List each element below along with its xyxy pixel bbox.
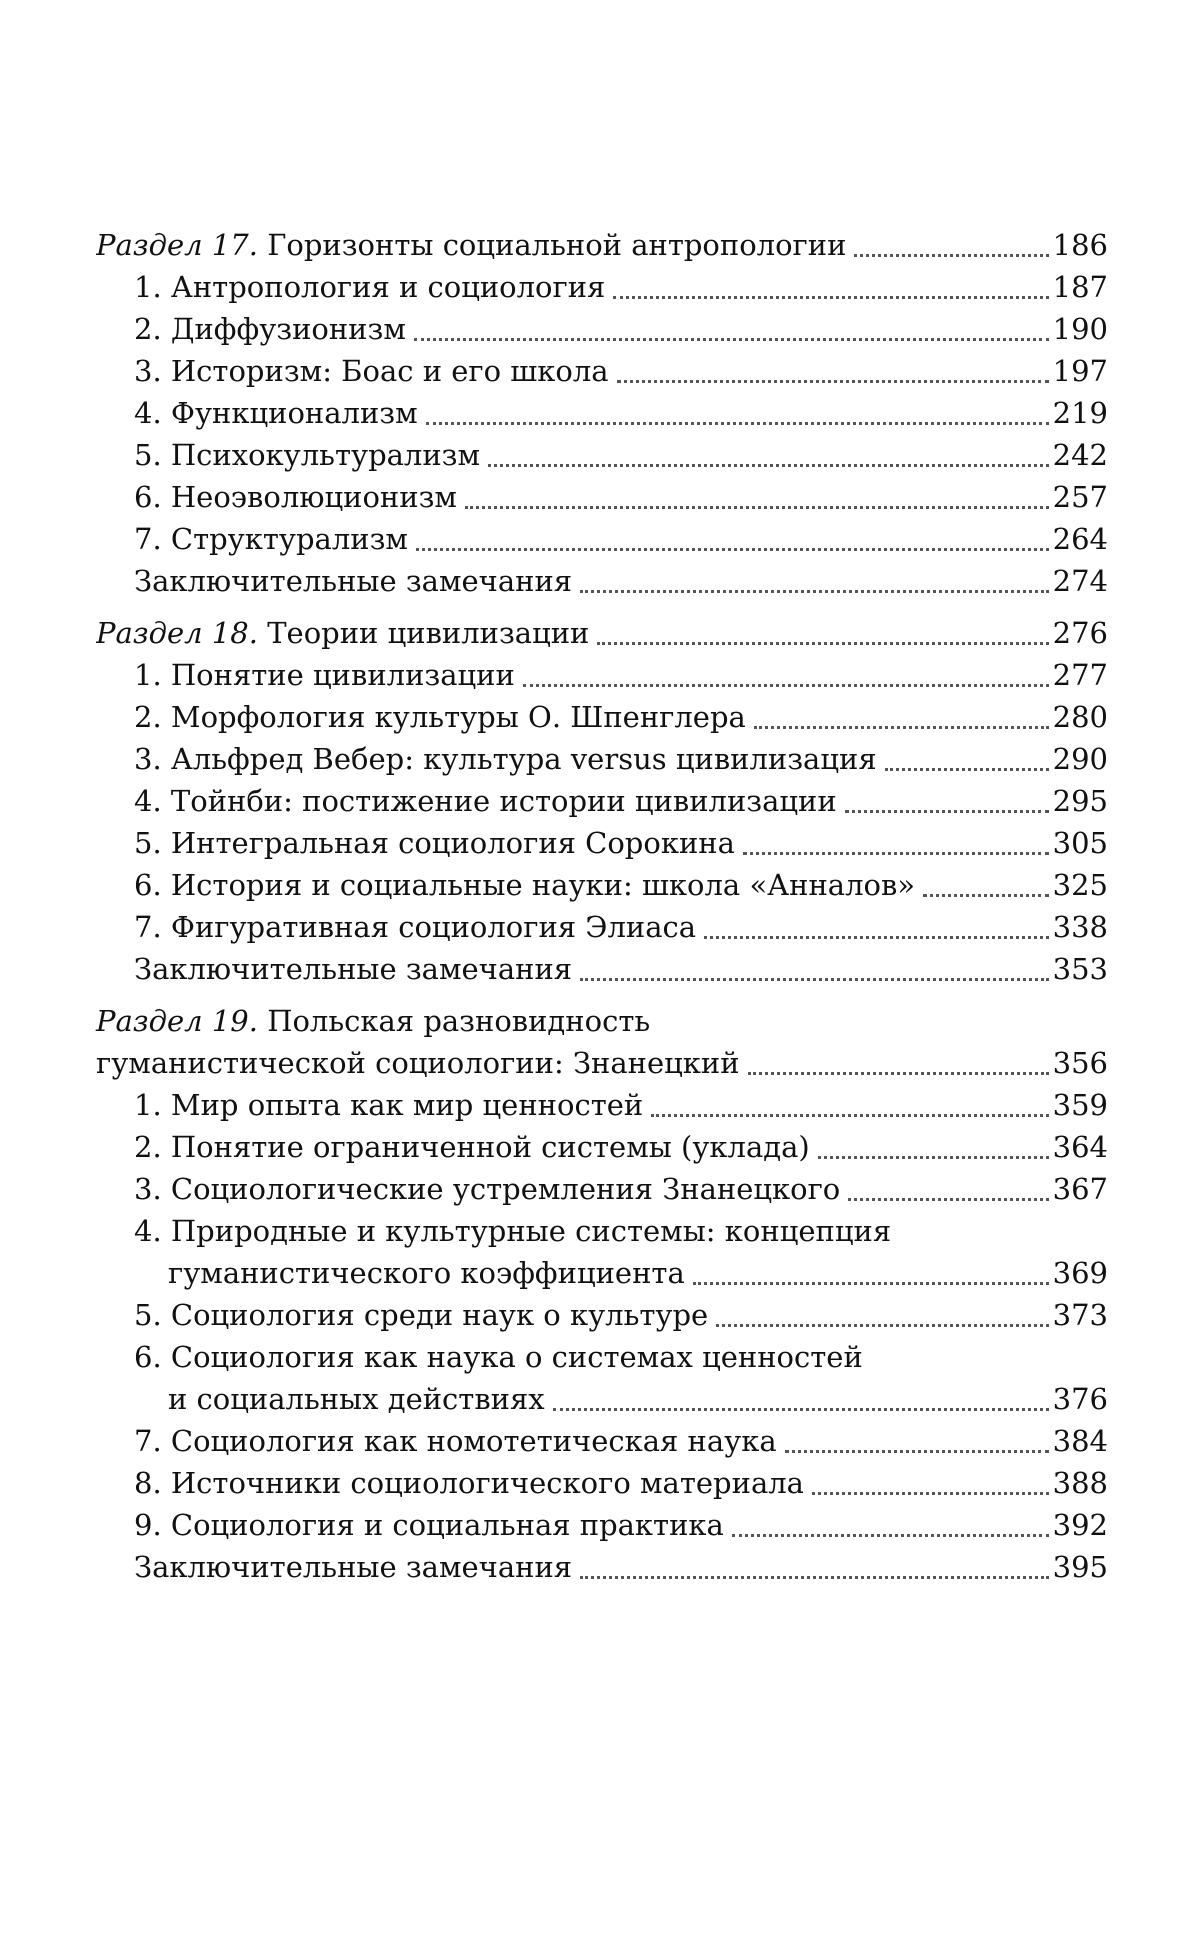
dot-leader (580, 978, 1049, 981)
toc-item-text: 4. Функционализм (134, 396, 418, 430)
section-heading[interactable] (96, 224, 1108, 266)
page-number: 295 (1052, 784, 1108, 818)
section-18 (96, 612, 1108, 990)
page-number: 197 (1052, 354, 1108, 388)
page-number: 305 (1052, 826, 1108, 860)
toc-item[interactable] (96, 738, 1108, 780)
section-title: Теории цивилизации (267, 616, 590, 650)
dot-leader (613, 296, 1048, 299)
toc-item-text: 4. Тойнби: постижение истории цивилизации (134, 784, 837, 818)
dot-leader (465, 506, 1049, 509)
toc-item-text: 2. Диффузионизм (134, 312, 406, 346)
toc-item-text: 3. Альфред Вебер: культура versus цивилизация (134, 742, 877, 776)
dot-leader (580, 1576, 1049, 1579)
toc-item[interactable] (96, 1546, 1108, 1588)
toc-item-line1[interactable] (96, 1336, 1108, 1378)
page-number: 373 (1052, 1298, 1108, 1332)
toc-item[interactable] (96, 1378, 1108, 1420)
page-number: 388 (1052, 1466, 1108, 1500)
toc-item-text: 2. Понятие ограниченной системы (уклада) (134, 1130, 810, 1164)
toc-item[interactable] (96, 948, 1108, 990)
toc-item[interactable] (96, 266, 1108, 308)
toc-item[interactable] (96, 1168, 1108, 1210)
dot-leader (488, 464, 1049, 467)
toc-item[interactable] (96, 780, 1108, 822)
toc-item[interactable] (96, 1504, 1108, 1546)
toc-item[interactable] (96, 518, 1108, 560)
section-heading-line1[interactable] (96, 1000, 1108, 1042)
toc-item[interactable] (96, 434, 1108, 476)
toc-item-text: 1. Мир опыта как мир ценностей (134, 1088, 644, 1122)
section-title-line2: гуманистической социологии: Знанецкий (96, 1046, 740, 1080)
page-number: 364 (1052, 1130, 1108, 1164)
toc-item-text: 4. Природные и культурные системы: концепция (134, 1214, 892, 1248)
toc-item-text: 5. Интегральная социология Сорокина (134, 826, 735, 860)
dot-leader (923, 894, 1049, 897)
page-number: 395 (1052, 1550, 1108, 1584)
section-heading-text (96, 612, 589, 654)
toc-item[interactable] (96, 350, 1108, 392)
page-number: 274 (1052, 564, 1108, 598)
dot-leader (617, 380, 1049, 383)
page-number: 242 (1052, 438, 1108, 472)
section-heading[interactable] (96, 612, 1108, 654)
dot-leader (854, 254, 1048, 257)
dot-leader (651, 1114, 1048, 1117)
toc-item[interactable] (96, 696, 1108, 738)
toc-item-text: 6. Социология как наука о системах ценностей (134, 1340, 863, 1374)
toc-item-text: 3. Социологические устремления Знанецкого (134, 1172, 841, 1206)
dot-leader (732, 1534, 1049, 1537)
section-title-line1: Польская разновидность (267, 1004, 651, 1038)
page-number: 219 (1052, 396, 1108, 430)
dot-leader (812, 1492, 1049, 1495)
page-number: 290 (1052, 742, 1108, 776)
page-number: 376 (1052, 1382, 1108, 1416)
page-number: 384 (1052, 1424, 1108, 1458)
toc-item-line1[interactable] (96, 1210, 1108, 1252)
table-of-contents (96, 224, 1108, 1598)
toc-item[interactable] (96, 1126, 1108, 1168)
dot-leader (693, 1282, 1049, 1285)
page-number: 257 (1052, 480, 1108, 514)
toc-item-text: 5. Социология среди наук о культуре (134, 1298, 709, 1332)
dot-leader (414, 338, 1049, 341)
toc-item-text: 3. Историзм: Боас и его школа (134, 354, 609, 388)
toc-item-text: Заключительные замечания (134, 1550, 573, 1584)
toc-item-text: 6. Неоэволюционизм (134, 480, 457, 514)
dot-leader (818, 1156, 1049, 1159)
toc-item-text: 7. Структурализм (134, 522, 408, 556)
toc-item-text: 2. Морфология культуры О. Шпенглера (134, 700, 746, 734)
toc-item[interactable] (96, 1084, 1108, 1126)
toc-item-text: 1. Понятие цивилизации (134, 658, 515, 692)
dot-leader (748, 1072, 1049, 1075)
toc-item-text: 7. Социология как номотетическая наука (134, 1424, 777, 1458)
dot-leader (885, 768, 1049, 771)
dot-leader (580, 590, 1049, 593)
toc-item[interactable] (96, 1420, 1108, 1462)
page-number: 276 (1052, 616, 1108, 650)
section-label: Раздел 18. (96, 616, 258, 650)
toc-item-text: Заключительные замечания (134, 564, 573, 598)
page-number: 367 (1052, 1172, 1108, 1206)
page-number: 353 (1052, 952, 1108, 986)
toc-item[interactable] (96, 308, 1108, 350)
toc-item[interactable] (96, 476, 1108, 518)
section-17 (96, 224, 1108, 602)
dot-leader (597, 642, 1048, 645)
toc-item-text: 9. Социология и социальная практика (134, 1508, 724, 1542)
toc-item-text: 6. История и социальные науки: школа «Анналов» (134, 868, 916, 902)
toc-item[interactable] (96, 1462, 1108, 1504)
toc-item[interactable] (96, 906, 1108, 948)
dot-leader (523, 684, 1049, 687)
dot-leader (848, 1198, 1048, 1201)
dot-leader (426, 422, 1049, 425)
page-number: 264 (1052, 522, 1108, 556)
page-number: 369 (1052, 1256, 1108, 1290)
dot-leader (416, 548, 1049, 551)
dot-leader (785, 1450, 1049, 1453)
toc-item-text: гуманистического коэффициента (168, 1256, 685, 1290)
page-number: 277 (1052, 658, 1108, 692)
toc-item-text: и социальных действиях (168, 1382, 545, 1416)
toc-item[interactable] (96, 822, 1108, 864)
dot-leader (743, 852, 1049, 855)
section-title: Горизонты социальной антропологии (267, 228, 847, 262)
page-number: 356 (1052, 1046, 1108, 1080)
toc-item-text: Заключительные замечания (134, 952, 573, 986)
page-number: 359 (1052, 1088, 1108, 1122)
section-label: Раздел 19. (96, 1004, 258, 1038)
toc-item[interactable] (96, 560, 1108, 602)
toc-item-text: 5. Психокультурализм (134, 438, 481, 472)
page-number: 325 (1052, 868, 1108, 902)
page-number: 190 (1052, 312, 1108, 346)
toc-item[interactable] (96, 1252, 1108, 1294)
section-heading-text (96, 224, 846, 266)
toc-item-text: 1. Антропология и социология (134, 270, 606, 304)
section-label: Раздел 17. (96, 228, 258, 262)
toc-item[interactable] (96, 864, 1108, 906)
toc-item[interactable] (96, 392, 1108, 434)
dot-leader (716, 1324, 1048, 1327)
page-number: 186 (1052, 228, 1108, 262)
section-heading[interactable] (96, 1042, 1108, 1084)
page-number: 338 (1052, 910, 1108, 944)
toc-item-text: 7. Фигуративная социология Элиаса (134, 910, 697, 944)
toc-item[interactable] (96, 654, 1108, 696)
page-number: 280 (1052, 700, 1108, 734)
dot-leader (553, 1408, 1049, 1411)
dot-leader (704, 936, 1049, 939)
page-number: 187 (1052, 270, 1108, 304)
dot-leader (754, 726, 1049, 729)
page-number: 392 (1052, 1508, 1108, 1542)
toc-item[interactable] (96, 1294, 1108, 1336)
dot-leader (845, 810, 1049, 813)
toc-item-text: 8. Источники социологического материала (134, 1466, 804, 1500)
section-19 (96, 1000, 1108, 1588)
